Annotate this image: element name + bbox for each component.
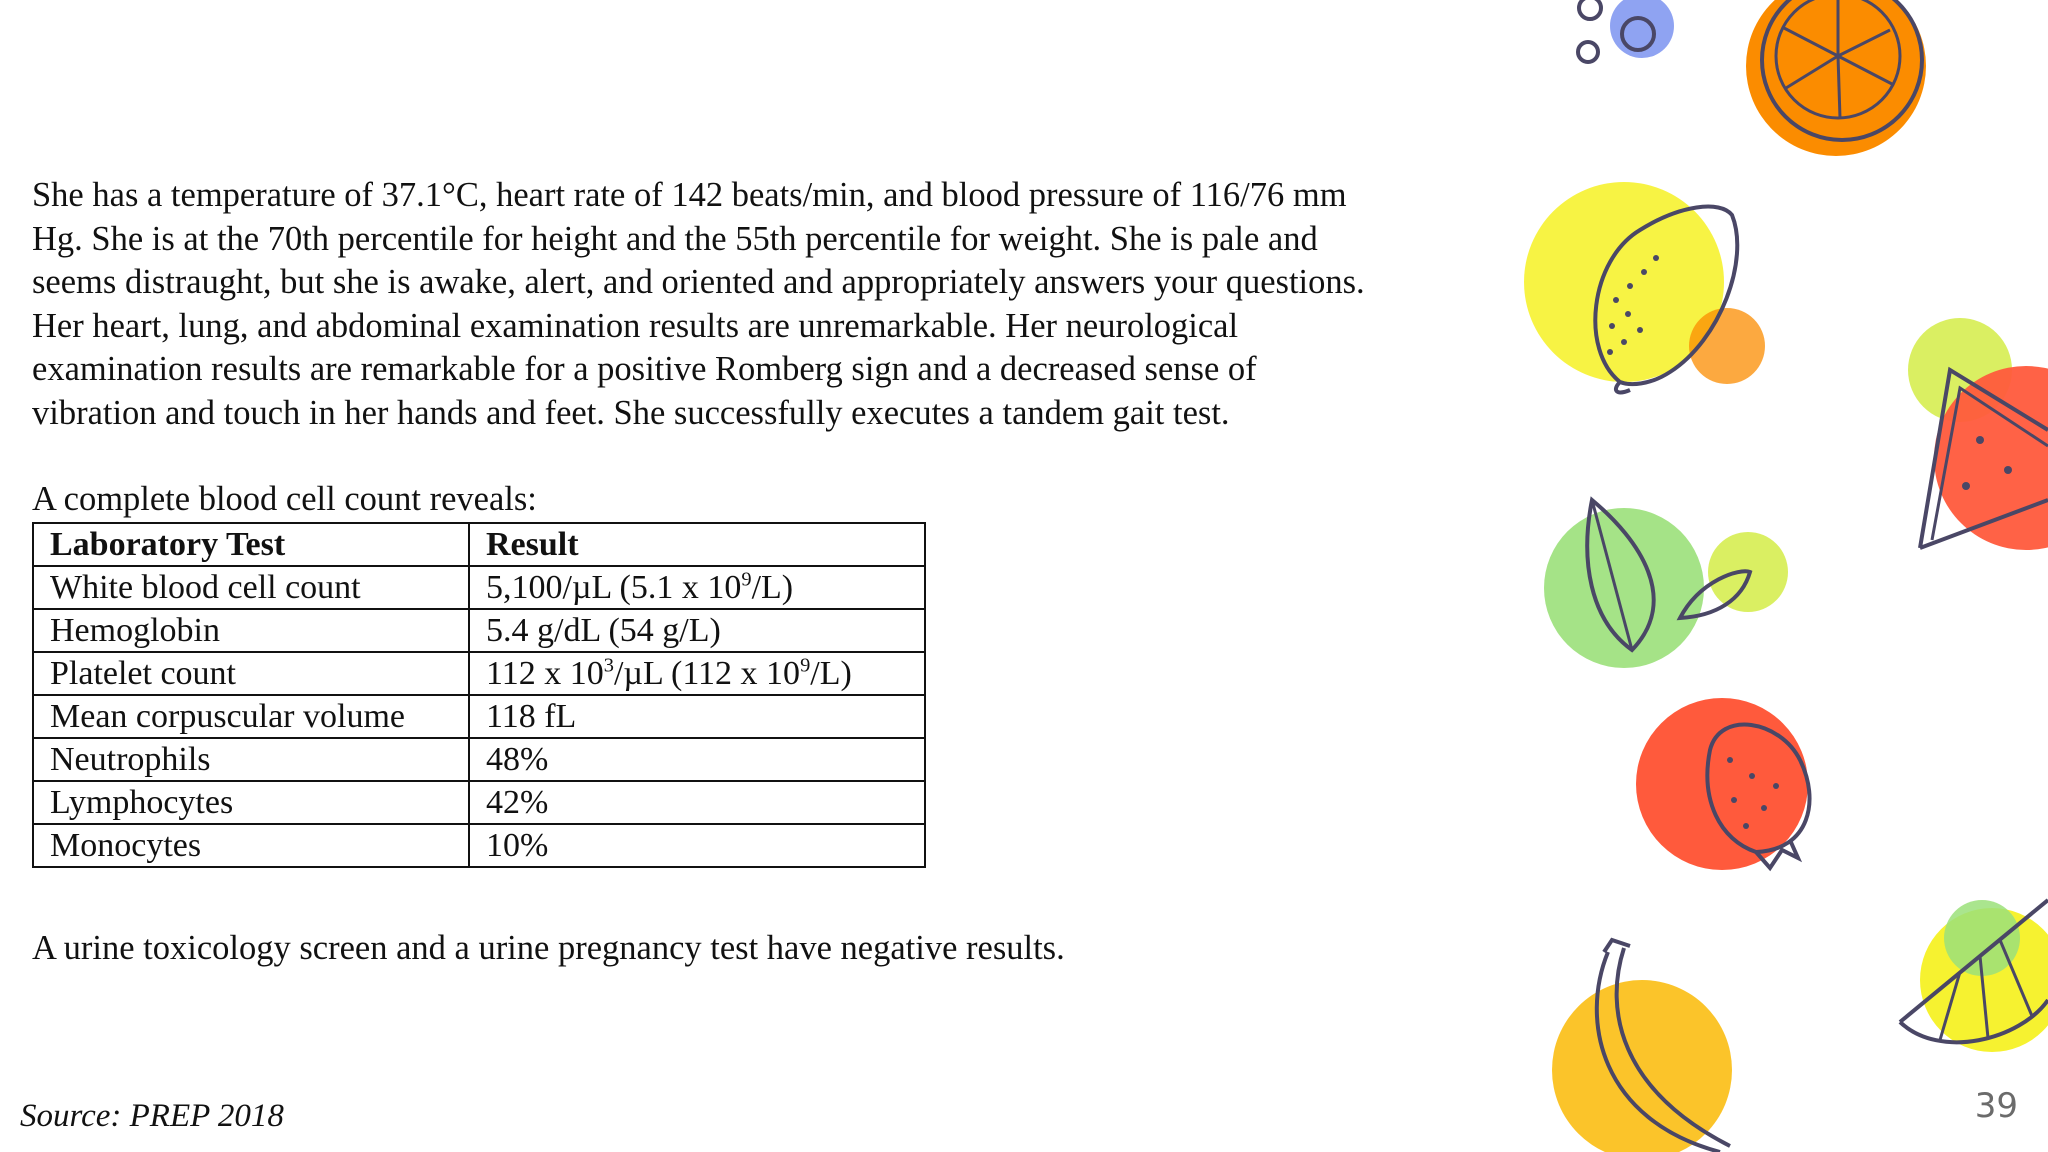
fruit-decorations (1520, 0, 2048, 1152)
lab-test-result: 118 fL (469, 695, 925, 738)
lemon-icon (1524, 182, 1765, 392)
table-row (33, 566, 925, 609)
lab-test-result: 5.4 g/dL (54 g/L) (469, 609, 925, 652)
exponent: 9 (741, 568, 752, 591)
paragraph-line: seems distraught, but she is awake, alert, and oriented and appropriately answers your questions. (32, 263, 1365, 301)
header-laboratory-test: Laboratory Test (33, 523, 469, 566)
banana-icon (1552, 940, 1732, 1152)
result-text: 112 x 10 (486, 655, 604, 692)
table-row (33, 738, 925, 781)
table-intro: A complete blood cell count reveals: (32, 480, 537, 518)
result-text: 5,100/µL (5.1 x 10 (486, 569, 742, 606)
case-paragraph (32, 174, 1532, 435)
lab-test-name: Neutrophils (33, 738, 469, 781)
header-result: Result (469, 523, 925, 566)
exponent: 9 (800, 654, 811, 677)
table-row (33, 824, 925, 867)
lab-test-result: 42% (469, 781, 925, 824)
lab-test-name: Mean corpuscular volume (33, 695, 469, 738)
result-text: /L) (810, 655, 852, 692)
result-text: /µL (112 x 10 (613, 655, 801, 692)
lab-results-table (32, 522, 926, 868)
strawberry-icon (1636, 698, 1810, 870)
lab-test-name: Lymphocytes (33, 781, 469, 824)
lab-test-name: Hemoglobin (33, 609, 469, 652)
lab-test-name: Platelet count (33, 652, 469, 695)
paragraph-line: vibration and touch in her hands and feet. She successfully executes a tandem gait test. (32, 393, 1230, 432)
table-row (33, 781, 925, 824)
closing-statement: A urine toxicology screen and a urine pregnancy test have negative results. (32, 929, 1065, 967)
lab-test-result (469, 652, 925, 695)
leaf-icon (1544, 500, 1788, 668)
table-row (33, 695, 925, 738)
source-citation: Source: PREP 2018 (20, 1098, 284, 1134)
lab-test-name: Monocytes (33, 824, 469, 867)
orange-slice-icon (1746, 0, 1926, 156)
paragraph-line: Hg. She is at the 70th percentile for height and the 55th percentile for weight. She is pale and (32, 219, 1318, 258)
page-number: 39 (1974, 1086, 2018, 1126)
blueberry-icon (1578, 0, 1674, 62)
result-text: /L) (751, 569, 794, 606)
lab-test-result (469, 566, 925, 609)
exponent: 3 (603, 654, 614, 677)
paragraph-line: examination results are remarkable for a positive Romberg sign and a decreased sense of (32, 350, 1257, 388)
paragraph-line: She has a temperature of 37.1°C, heart rate of 142 beats/min, and blood pressure of 116/76 mm (32, 176, 1347, 214)
paragraph-line: Her heart, lung, and abdominal examination results are unremarkable. Her neurological (32, 306, 1239, 345)
lab-test-result: 48% (469, 738, 925, 781)
watermelon-slice-icon (1908, 318, 2048, 550)
table-row (33, 652, 925, 695)
lime-slice-icon (1900, 900, 2048, 1052)
table-header-row (33, 523, 925, 566)
lab-test-name: White blood cell count (33, 566, 469, 609)
table-row (33, 609, 925, 652)
lab-test-result: 10% (469, 824, 925, 867)
